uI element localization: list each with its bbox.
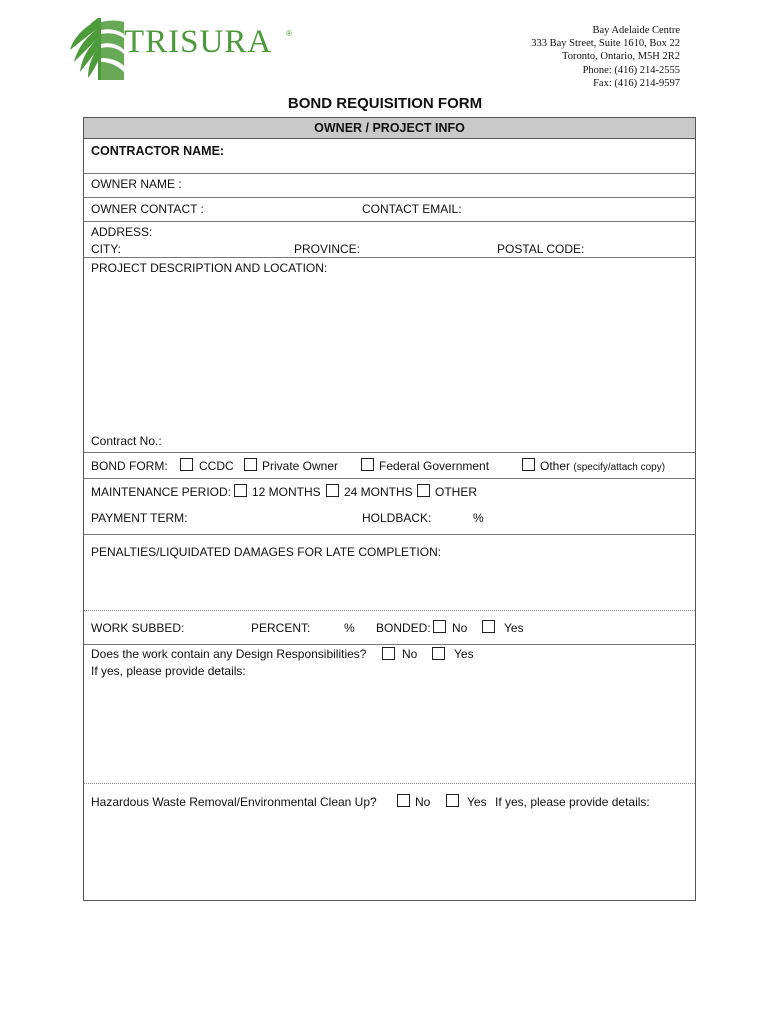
- holdback-percent-sign: %: [473, 511, 484, 525]
- maintenance-12-months-label: 12 MONTHS: [252, 485, 321, 499]
- design-yes-label: Yes: [454, 647, 474, 661]
- maintenance-24-months-label: 24 MONTHS: [344, 485, 413, 499]
- design-details-prompt: If yes, please provide details:: [91, 664, 246, 678]
- bonded-yes-checkbox[interactable]: [482, 620, 495, 633]
- percent-label: PERCENT:: [251, 621, 311, 635]
- bond-form-federal-government-checkbox[interactable]: [361, 458, 374, 471]
- divider: [84, 783, 695, 784]
- hazardous-waste-question: Hazardous Waste Removal/Environmental Clean Up?: [91, 795, 377, 809]
- address-label: ADDRESS:: [91, 225, 153, 239]
- design-no-checkbox[interactable]: [382, 647, 395, 660]
- payment-term-label: PAYMENT TERM:: [91, 511, 188, 525]
- owner-name-label: OWNER NAME :: [91, 177, 182, 191]
- section-header: OWNER / PROJECT INFO: [84, 118, 695, 139]
- hazardous-details-prompt: If yes, please provide details:: [495, 795, 650, 809]
- bond-form-other-checkbox[interactable]: [522, 458, 535, 471]
- maintenance-period-label: MAINTENANCE PERIOD:: [91, 485, 232, 499]
- postal-code-label: POSTAL CODE:: [497, 242, 585, 256]
- maintenance-other-checkbox[interactable]: [417, 484, 430, 497]
- divider: [84, 644, 695, 645]
- address-line-3: Toronto, Ontario, M5H 2R2: [562, 51, 680, 63]
- maintenance-other-label: OTHER: [435, 485, 477, 499]
- bond-form-ccdc-checkbox[interactable]: [180, 458, 193, 471]
- design-no-label: No: [402, 647, 418, 661]
- bonded-no-label: No: [452, 621, 468, 635]
- work-subbed-label: WORK SUBBED:: [91, 621, 185, 635]
- divider: [84, 610, 695, 611]
- contractor-name-label: CONTRACTOR NAME:: [91, 144, 225, 158]
- address-line-1: Bay Adelaide Centre: [592, 25, 680, 36]
- divider: [84, 173, 695, 174]
- design-yes-checkbox[interactable]: [432, 647, 445, 660]
- hazardous-yes-label: Yes: [467, 795, 487, 809]
- bond-form-private-owner-checkbox[interactable]: [244, 458, 257, 471]
- bond-form-label: BOND FORM:: [91, 459, 168, 473]
- contract-number-label: Contract No.:: [91, 434, 162, 448]
- address-line-2: 333 Bay Street, Suite 1610, Box 22: [531, 38, 680, 50]
- city-label: CITY:: [91, 242, 122, 256]
- bonded-label: BONDED:: [376, 621, 431, 635]
- owner-contact-label: OWNER CONTACT :: [91, 202, 204, 216]
- other-note: (specify/attach copy): [573, 462, 666, 473]
- project-description-label: PROJECT DESCRIPTION AND LOCATION:: [91, 261, 328, 275]
- phone-number: Phone: (416) 214-2555: [582, 64, 680, 76]
- hazardous-no-checkbox[interactable]: [397, 794, 410, 807]
- bond-form-ccdc-label: CCDC: [199, 459, 234, 473]
- maintenance-12-months-checkbox[interactable]: [234, 484, 247, 497]
- divider: [84, 197, 695, 198]
- penalties-label: PENALTIES/LIQUIDATED DAMAGES FOR LATE COMPLETION:: [91, 545, 442, 559]
- fax-number: Fax: (416) 214-9597: [593, 77, 680, 89]
- hazardous-yes-checkbox[interactable]: [446, 794, 459, 807]
- bond-form-private-owner-label: Private Owner: [262, 459, 339, 473]
- bond-form-federal-government-label: Federal Government: [379, 459, 490, 473]
- contact-email-label: CONTACT EMAIL:: [362, 202, 462, 216]
- hazardous-no-label: No: [415, 795, 431, 809]
- logo-wordmark: TRISURA: [124, 24, 273, 60]
- bonded-no-checkbox[interactable]: [433, 620, 446, 633]
- divider: [84, 257, 695, 258]
- bond-form-other-label: Other (specify/attach copy): [540, 459, 666, 473]
- holdback-label: HOLDBACK:: [362, 511, 432, 525]
- province-label: PROVINCE:: [294, 242, 361, 256]
- maintenance-24-months-checkbox[interactable]: [326, 484, 339, 497]
- form-title: BOND REQUISITION FORM: [287, 95, 483, 112]
- bond-requisition-form: [83, 117, 696, 901]
- divider: [84, 534, 695, 535]
- registered-mark: ®: [286, 29, 292, 38]
- percent-sign: %: [344, 621, 355, 635]
- company-address: [531, 24, 680, 90]
- divider: [84, 221, 695, 222]
- divider: [84, 478, 695, 479]
- divider: [84, 452, 695, 453]
- design-responsibilities-question: Does the work contain any Design Responsibilities?: [91, 647, 367, 661]
- bonded-yes-label: Yes: [504, 621, 524, 635]
